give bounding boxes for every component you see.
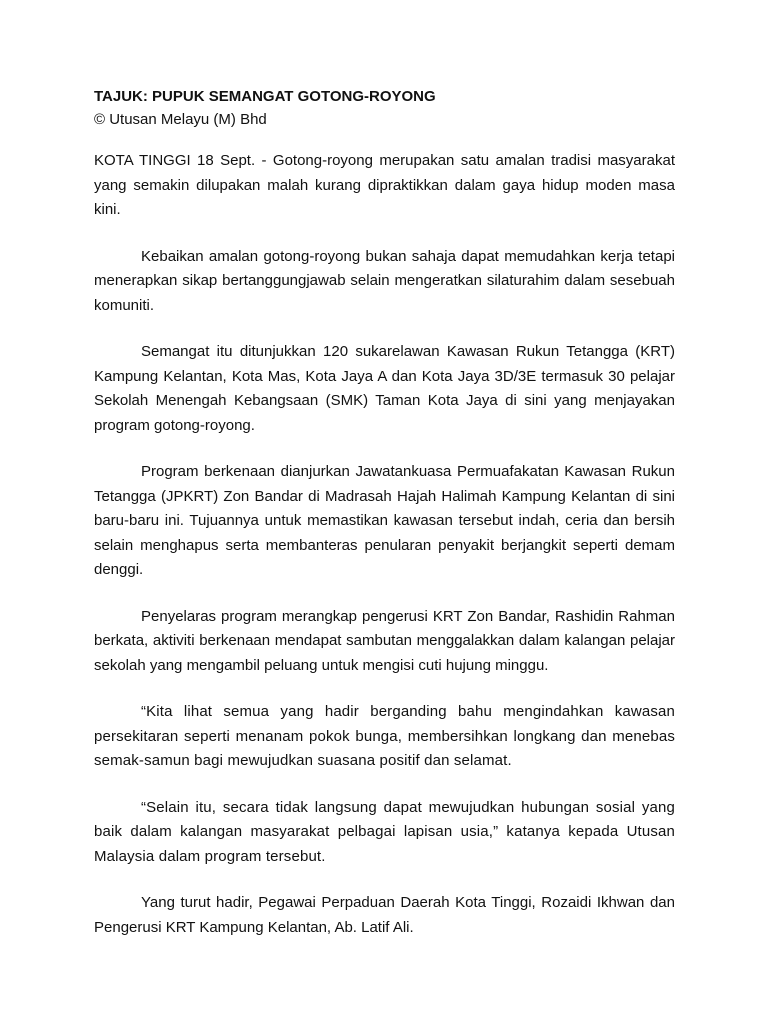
document-page [94, 85, 675, 962]
paragraph-2: Kebaikan amalan gotong-royong bukan sahaja dapat memudahkan kerja tetapi menerapkan sikap bertanggungjawab selain mengeratkan silaturahim dalam sesebuah komuniti. [94, 247, 675, 314]
paragraph-4: Program berkenaan dianjurkan Jawatankuasa Permuafakatan Kawasan Rukun Tetangga (JPKRT) Zon Bandar di Madrasah Hajah Halimah Kampung Kelantan di sini baru-baru ini. Tujuannya untuk memastikan kawasan tersebut indah, ceria dan bersih selain menghapus serta membanteras penularan penyakit berjangkit seperti demam denggi. [94, 463, 675, 578]
paragraph-5: Penyelaras program merangkap pengerusi KRT Zon Bandar, Rashidin Rahman berkata, aktiviti berkenaan mendapat sambutan menggalakkan dalam kalangan pelajar sekolah yang mengambil peluang untuk mengisi cuti hujung minggu. [94, 607, 675, 674]
paragraph-8: Yang turut hadir, Pegawai Perpaduan Daerah Kota Tinggi, Rozaidi Ikhwan dan Pengerusi KRT Kampung Kelantan, Ab. Latif Ali. [94, 894, 675, 936]
document-title: TAJUK: PUPUK SEMANGAT GOTONG-ROYONG [94, 88, 436, 105]
paragraph-6-quote: “Kita lihat semua yang hadir berganding bahu mengindahkan kawasan persekitaran seperti menanam pokok bunga, membersihkan longkang dan menebas semak-samun bagi mewujudkan suasana positif dan selamat. [94, 703, 675, 769]
paragraph-3: Semangat itu ditunjukkan 120 sukarelawan Kawasan Rukun Tetangga (KRT) Kampung Kelantan, Kota Mas, Kota Jaya A dan Kota Jaya 3D/3E termasuk 30 pelajar Sekolah Menengah Kebangsaan (SMK) Taman Kota Jaya di sini yang menjayakan program gotong-royong. [94, 343, 675, 434]
paragraph-7-quote: “Selain itu, secara tidak langsung dapat mewujudkan hubungan sosial yang baik dalam kalangan masyarakat pelbagai lapisan usia,” katanya kepada Utusan Malaysia dalam program tersebut. [94, 798, 675, 865]
paragraph-1: KOTA TINGGI 18 Sept. - Gotong-royong merupakan satu amalan tradisi masyarakat yang semakin dilupakan malah kurang dipraktikkan dalam gaya hidup moden masa kini. [94, 152, 675, 218]
copyright-notice: © Utusan Melayu (M) Bhd [94, 111, 267, 128]
